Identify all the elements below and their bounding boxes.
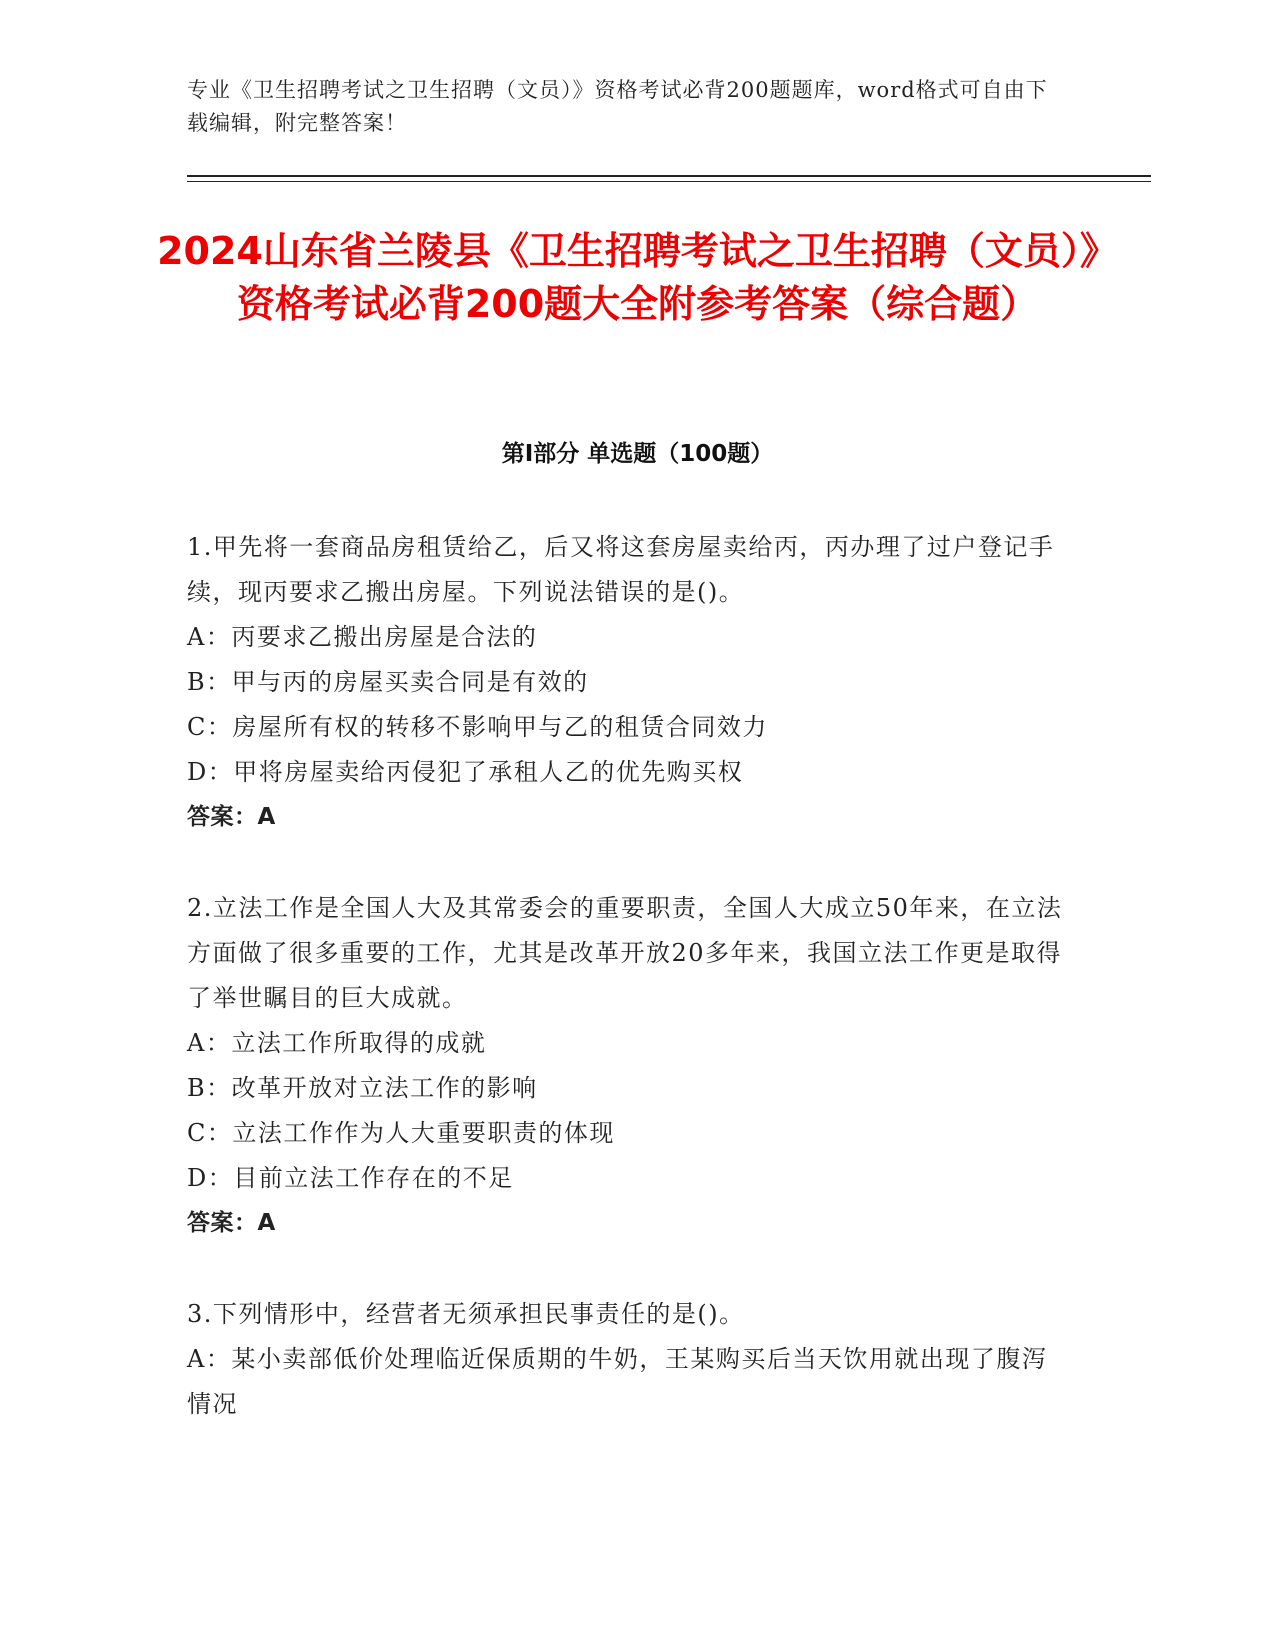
document-title: 2024山东省兰陵县《卫生招聘考试之卫生招聘（文员）》资格考试必背200题大全附参考答案（综合题）	[157, 229, 1118, 326]
header-divider-thin	[187, 181, 1151, 182]
option-c: C：立法工作作为人大重要职责的体现	[187, 1119, 615, 1147]
option-d: D：目前立法工作存在的不足	[187, 1164, 514, 1192]
option-c: C：房屋所有权的转移不影响甲与乙的租赁合同效力	[187, 713, 768, 741]
page-header: 专业《卫生招聘考试之卫生招聘（文员）》资格考试必背200题题库，word格式可自由下载编辑，附完整答案！	[187, 78, 1048, 135]
option-a: A：某小卖部低价处理临近保质期的牛奶，王某购买后当天饮用就出现了腹泻情况	[187, 1345, 1048, 1418]
question-3	[187, 1292, 1067, 1427]
answer: 答案：A	[187, 1210, 276, 1236]
option-a: A：立法工作所取得的成就	[187, 1029, 487, 1057]
question-stem: 1.甲先将一套商品房租赁给乙，后又将这套房屋卖给丙，丙办理了过户登记手续，现丙要求乙搬出房屋。下列说法错误的是()。	[187, 533, 1055, 606]
question-list	[187, 525, 1067, 1473]
option-d: D：甲将房屋卖给丙侵犯了承租人乙的优先购买权	[187, 758, 744, 786]
question-1	[187, 525, 1067, 840]
header-divider-thick	[187, 175, 1151, 177]
answer: 答案：A	[187, 804, 276, 830]
option-b: B：改革开放对立法工作的影响	[187, 1074, 538, 1102]
question-2	[187, 886, 1067, 1246]
option-a: A：丙要求乙搬出房屋是合法的	[187, 623, 538, 651]
option-b: B：甲与丙的房屋买卖合同是有效的	[187, 668, 589, 696]
question-stem: 2.立法工作是全国人大及其常委会的重要职责，全国人大成立50年来，在立法方面做了很多重要的工作，尤其是改革开放20多年来，我国立法工作更是取得了举世瞩目的巨大成就。	[187, 894, 1063, 1012]
question-stem: 3.下列情形中，经营者无须承担民事责任的是()。	[187, 1300, 745, 1328]
section-title: 第Ⅰ部分 单选题（100题）	[501, 441, 774, 467]
